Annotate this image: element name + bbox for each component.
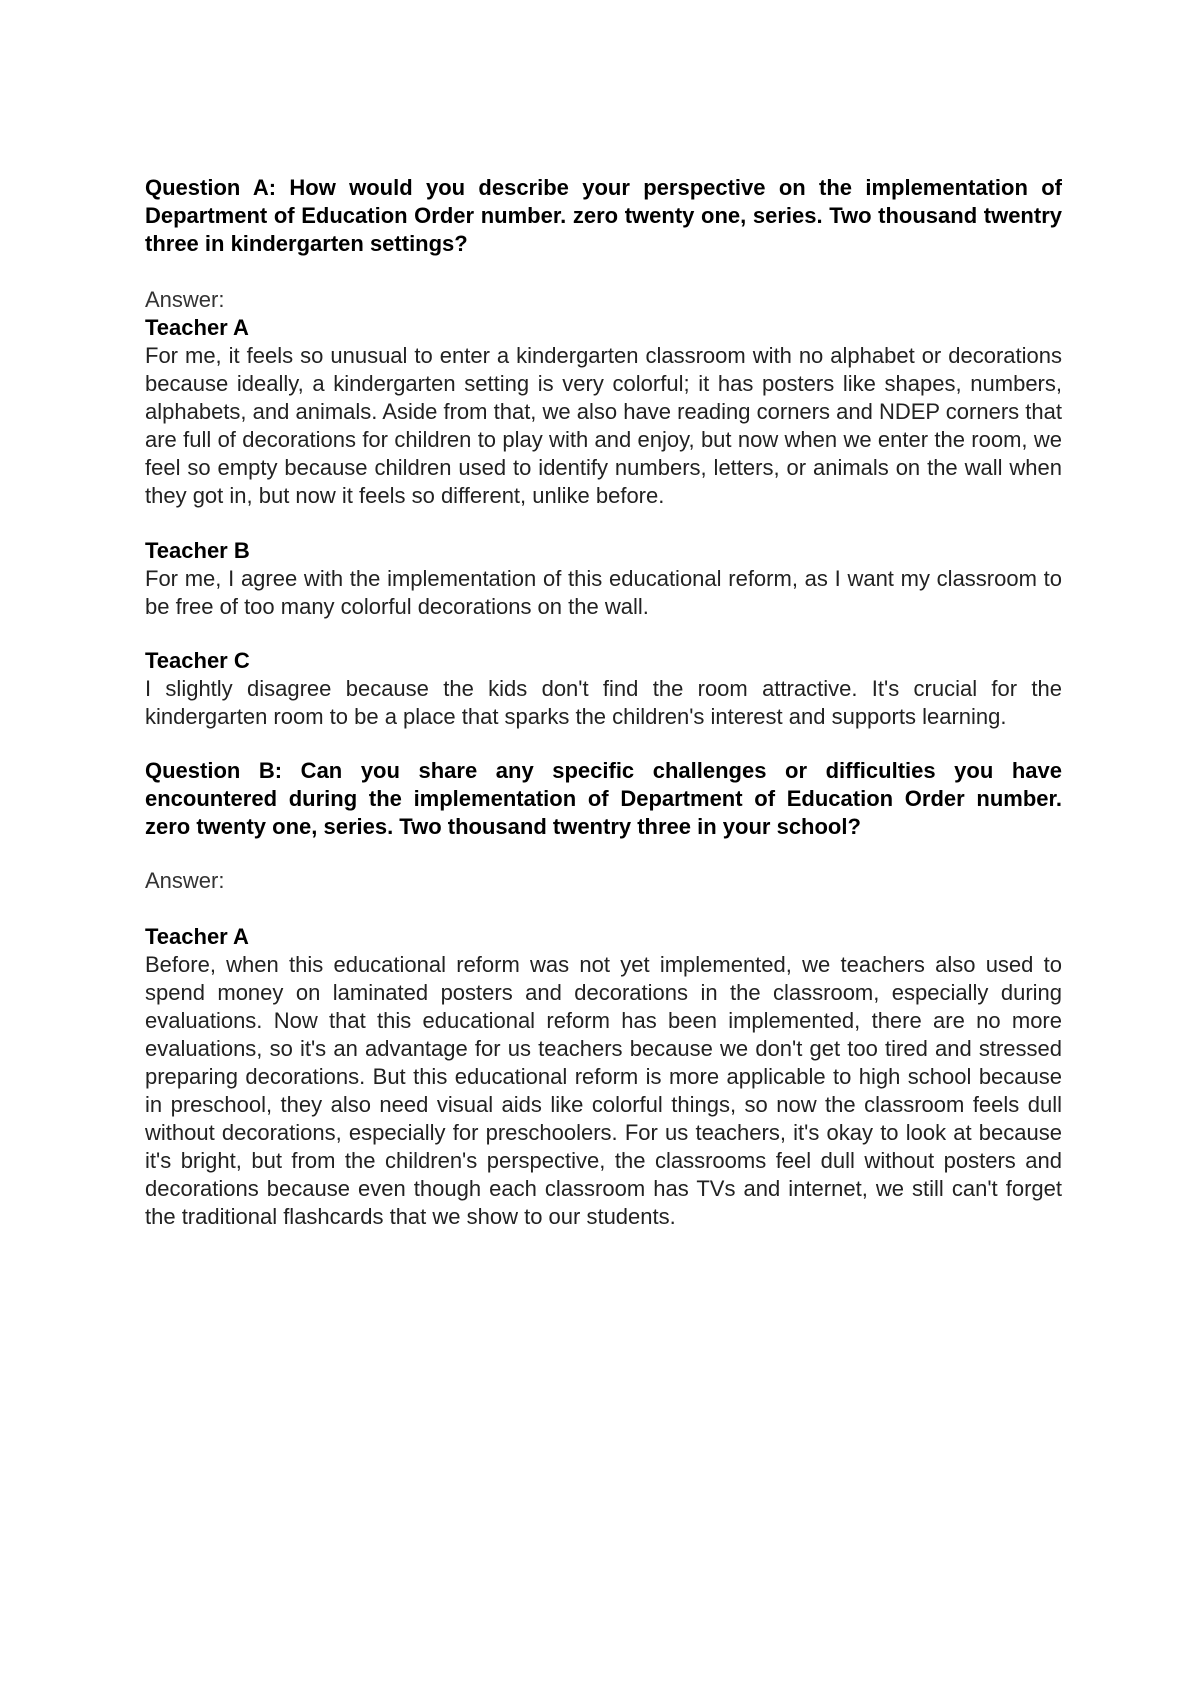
document-page	[145, 174, 1062, 1231]
qa-teacher-c-label: Teacher C	[145, 648, 250, 673]
question-a-answer-label: Answer:	[145, 287, 225, 312]
question-a-heading: Question A: How would you describe your perspective on the implementation of Department of Education Order number. zero twenty one, series. Two thousand twentry three in kindergarten settings?	[145, 175, 1062, 256]
qa-teacher-a-response: For me, it feels so unusual to enter a kindergarten classroom with no alphabet or decorations because ideally, a kindergarten setting is very colorful; it has posters like shapes, numbers, alphabets, and animals. Aside from that, we also have reading corners and NDEP corners that are full of decorations for children to play with and enjoy, but now when we enter the room, we feel so empty because children used to identify numbers, letters, or animals on the wall when they got in, but now it feels so different, unlike before.	[145, 343, 1062, 508]
qa-teacher-b-response: For me, I agree with the implementation of this educational reform, as I want my classroom to be free of too many colorful decorations on the wall.	[145, 566, 1062, 619]
qa-teacher-b-label: Teacher B	[145, 538, 250, 563]
question-b-heading: Question B: Can you share any specific challenges or difficulties you have encountered during the implementation of Department of Education Order number. zero twenty one, series. Two thousand twentry three in your school?	[145, 758, 1062, 839]
qa-teacher-a-label: Teacher A	[145, 315, 249, 340]
qb-teacher-a-response: Before, when this educational reform was not yet implemented, we teachers also used to spend money on laminated posters and decorations in the classroom, especially during evaluations. Now that this educational reform has been implemented, there are no more evaluations, so it's an advantage for us teachers because we don't get too tired and stressed preparing decorations. But this educational reform is more applicable to high school because in preschool, they also need visual aids like colorful things, so now the classroom feels dull without decorations, especially for preschoolers. For us teachers, it's okay to look at because it's bright, but from the children's perspective, the classrooms feel dull without posters and decorations because even though each classroom has TVs and internet, we still can't forget the traditional flashcards that we show to our students.	[145, 952, 1062, 1229]
qa-teacher-c-response: I slightly disagree because the kids don't find the room attractive. It's crucial for the kindergarten room to be a place that sparks the children's interest and supports learning.	[145, 676, 1062, 729]
qb-teacher-a-label: Teacher A	[145, 924, 249, 949]
question-b-answer-label: Answer:	[145, 868, 225, 893]
